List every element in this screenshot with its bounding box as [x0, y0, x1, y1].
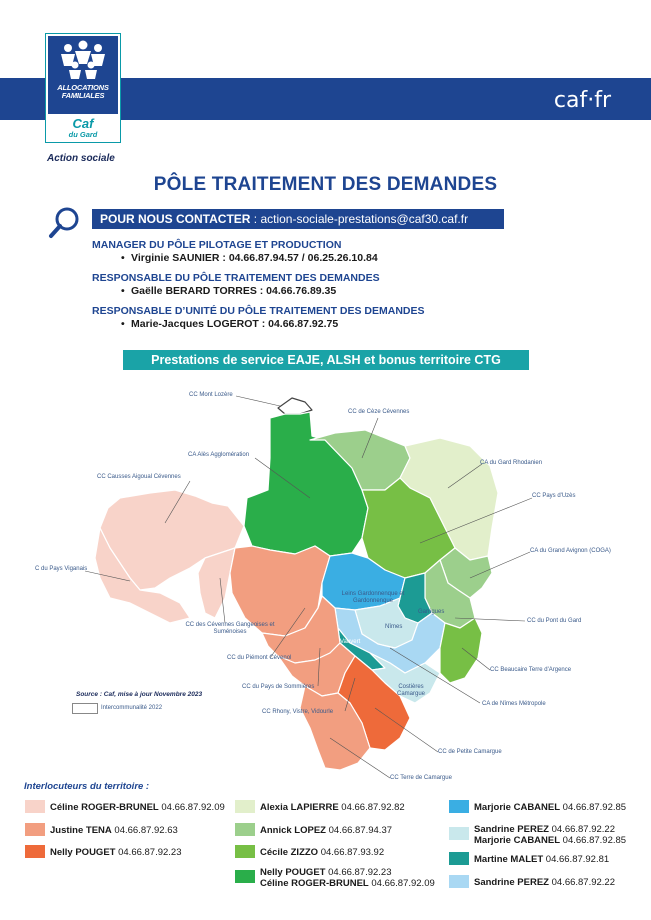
- legend-item: Annick LOPEZ 04.66.87.94.37: [260, 825, 393, 836]
- legend-item: Sandrine PEREZ 04.66.87.92.22: [474, 877, 616, 888]
- legend-item: Marjorie CABANEL 04.66.87.92.85: [474, 802, 627, 813]
- legend-swatch: [449, 852, 469, 865]
- role-person: • Marie-Jacques LOGEROT : 04.66.87.92.75: [131, 318, 338, 330]
- map-legend-swatch: [72, 703, 98, 714]
- contact-label: POUR NOUS CONTACTER: [100, 212, 251, 226]
- caf-fr-link[interactable]: caf·fr: [553, 88, 611, 113]
- map-label: Vauvert: [340, 639, 361, 645]
- map-label: CC Mont Lozère: [189, 392, 233, 398]
- map-label: CA du Grand Avignon (COGA): [530, 548, 611, 554]
- legend-swatch: [235, 870, 255, 883]
- map-label: CC des Cévennes Gangeoises et Suménoises: [185, 622, 275, 635]
- legend-item: Nelly POUGET 04.66.87.92.23: [50, 847, 182, 858]
- region-mont-lozere: [278, 398, 312, 414]
- contact-bar: [92, 209, 504, 229]
- region-beaucaire: [440, 618, 482, 683]
- legend-item: Justine TENA 04.66.87.92.63: [50, 825, 178, 836]
- map-legend-label: Intercommunalité 2022: [101, 705, 163, 711]
- map-label: CC du Piémont Cévenol: [227, 655, 292, 661]
- role-title: RESPONSABLE DU PÔLE TRAITEMENT DES DEMANDES: [92, 272, 380, 284]
- legend-swatch: [25, 845, 45, 858]
- legend-swatch: [235, 823, 255, 836]
- map-label: CC de Petite Camargue: [438, 749, 502, 755]
- legend-swatch: [25, 800, 45, 813]
- family-logo-icon: [56, 40, 110, 80]
- role-title: RESPONSABLE D’UNITÉ DU PÔLE TRAITEMENT DES DEMANDES: [92, 305, 425, 317]
- map-label: Leins Gardonnenque et Gardonnenque: [341, 591, 405, 604]
- map-label: Nîmes: [385, 624, 403, 630]
- legend-item: Sandrine PEREZ 04.66.87.92.22 Marjorie CABANEL 04.66.87.92.85: [474, 824, 627, 846]
- legend-item: Alexia LAPIERRE 04.66.87.92.82: [260, 802, 405, 813]
- interlocuteurs-title: Interlocuteurs du territoire :: [24, 781, 150, 792]
- map-label: C du Pays Viganais: [35, 566, 88, 572]
- legend-swatch: [235, 845, 255, 858]
- map-source: Source : Caf, mise à jour Novembre 2023: [76, 691, 203, 698]
- map-label: CC du Pont du Gard: [527, 618, 582, 624]
- caf-gard-logo: [46, 34, 120, 142]
- map-title: Prestations de service EAJE, ALSH et bonus territoire CTG: [123, 350, 529, 370]
- magnifier-icon: [48, 206, 82, 240]
- role-title: MANAGER DU PÔLE PILOTAGE ET PRODUCTION: [92, 239, 342, 251]
- legend-swatch: [235, 800, 255, 813]
- legend-swatch: [449, 875, 469, 888]
- map-label: Costières Camargue: [396, 684, 425, 697]
- contact-email[interactable]: : action-sociale-prestations@caf30.caf.fr: [250, 212, 469, 226]
- map-label: CC Rhony, Vistre, Vidourle: [262, 709, 334, 715]
- map-label: CC du Pays de Sommières: [242, 684, 315, 690]
- legend-item: Céline ROGER-BRUNEL 04.66.87.92.09: [50, 802, 225, 813]
- map-label: CC Causses Aigoual Cévennes: [97, 474, 181, 480]
- map-label: CA Alès Agglomération: [188, 452, 250, 458]
- role-person: • Virginie SAUNIER : 04.66.87.94.57 / 06.25.26.10.84: [131, 252, 378, 264]
- map-label: CC Terre de Camargue: [390, 775, 452, 781]
- role-person: • Gaëlle BERARD TORRES : 04.66.76.89.35: [131, 285, 336, 297]
- legend-item: Nelly POUGET 04.66.87.92.23 Céline ROGER-BRUNEL 04.66.87.92.09: [260, 867, 435, 889]
- territory-map: [0, 378, 651, 788]
- logo-region: du Gard: [68, 130, 98, 139]
- map-label: CC Pays d'Uzès: [532, 493, 576, 499]
- legend-item: Martine MALET 04.66.87.92.81: [474, 854, 610, 865]
- page-title: PÔLE TRAITEMENT DES DEMANDES: [153, 174, 498, 195]
- legend-swatch: [25, 823, 45, 836]
- legend-swatch: [449, 827, 469, 840]
- logo-line2: FAMILIALES: [61, 91, 105, 100]
- legend-swatch: [449, 800, 469, 813]
- map-label: CA de Nîmes Métropole: [482, 701, 546, 707]
- legend-item: Cécile ZIZZO 04.66.87.93.92: [260, 847, 385, 858]
- section-label: Action sociale: [47, 153, 115, 164]
- logo-brand: Caf: [72, 116, 94, 131]
- map-label: Garrigues: [418, 609, 445, 615]
- map-label: CC de Cèze Cévennes: [348, 409, 410, 415]
- gard-map-svg: [0, 378, 651, 788]
- logo-line1: ALLOCATIONS: [57, 83, 109, 92]
- map-label: CA du Gard Rhodanien: [480, 460, 543, 466]
- map-label: CC Beaucaire Terre d'Argence: [490, 667, 572, 673]
